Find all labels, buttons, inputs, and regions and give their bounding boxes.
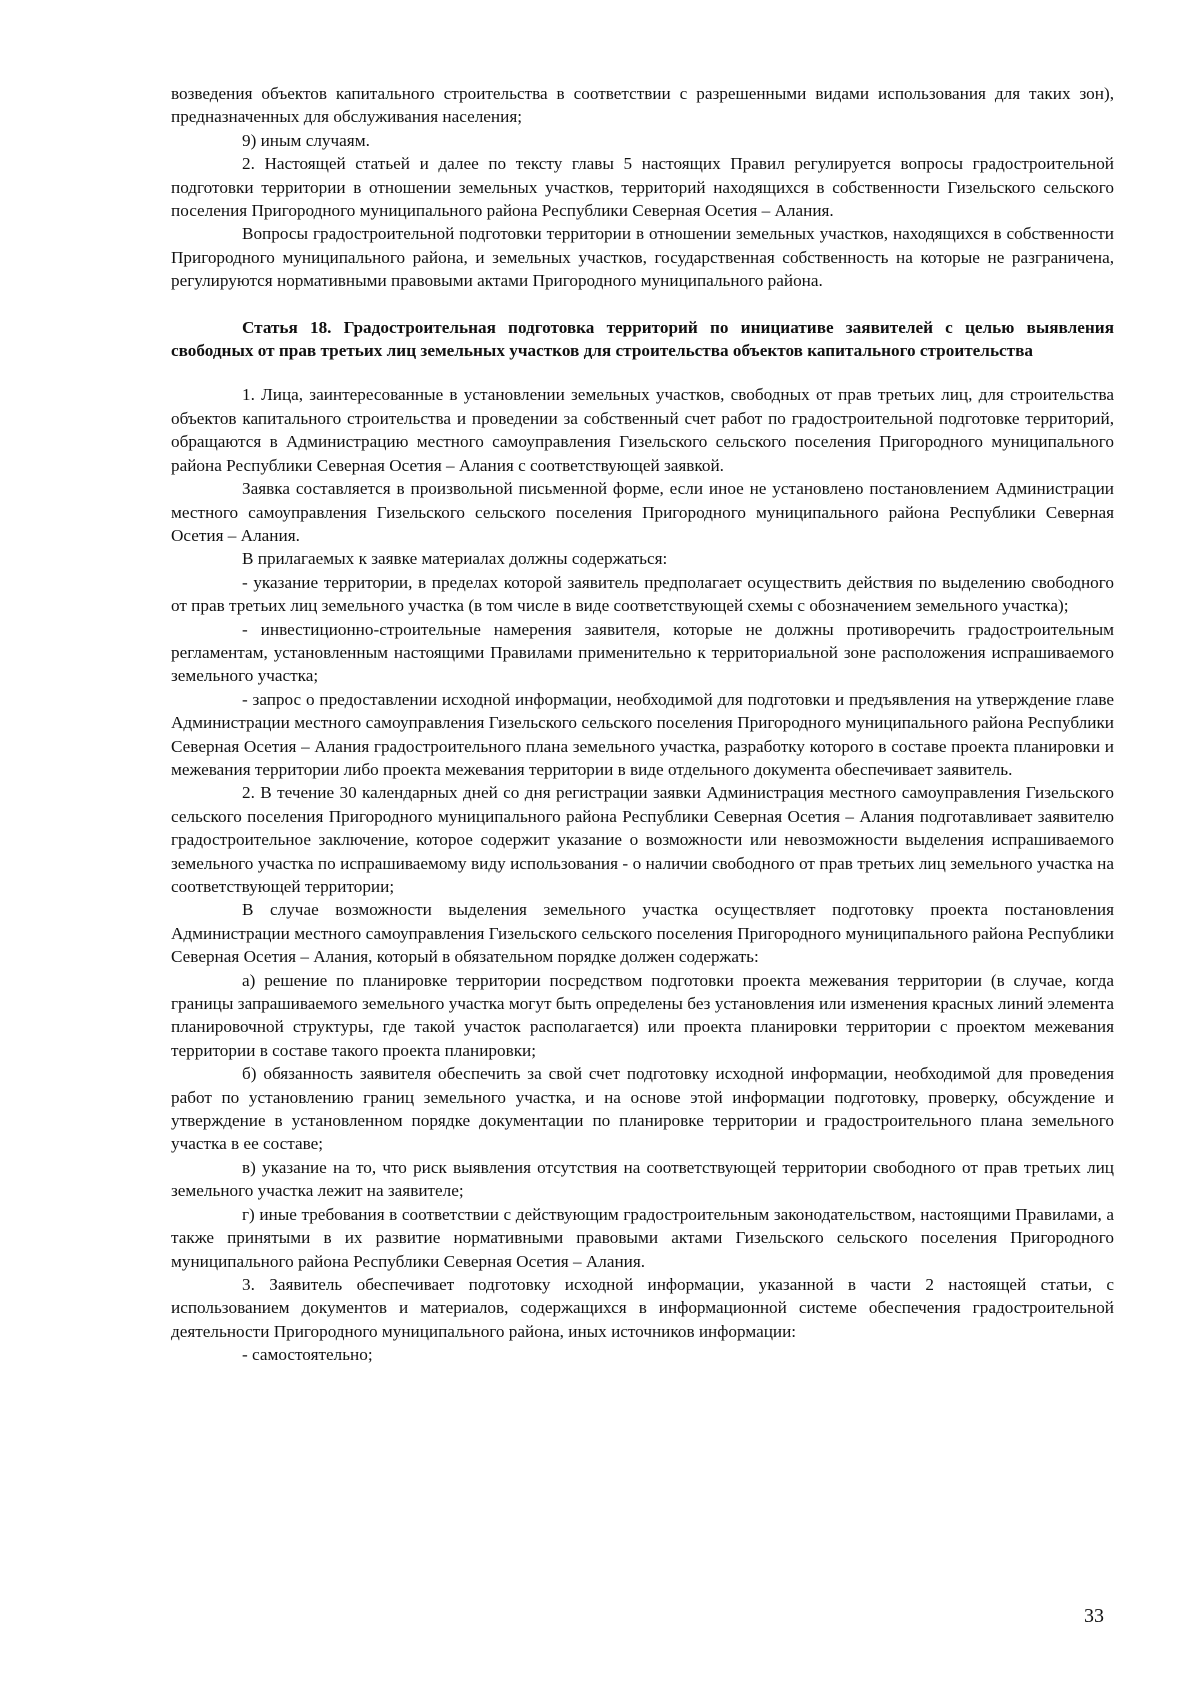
- paragraph-part-2: 2. Настоящей статьей и далее по тексту главы 5 настоящих Правил регулируется вопросы градостроительной подготовки территории в отношении земельных участков, территорий находящихся в собственности Гизельского сельского поселения Пригородного муниципального района Республики Северная Осетия – Алания.: [171, 154, 1114, 221]
- paragraph: В случае возможности выделения земельного участка осуществляет подготовку проекта постановления Администрации местного самоуправления Гизельского сельского поселения Пригородного муниципального района Республики Северная Осетия – Алания, который в обязательном порядке должен содержать:: [171, 900, 1114, 967]
- paragraph-part-2: 2. В течение 30 календарных дней со дня регистрации заявки Администрация местного самоуправления Гизельского сельского поселения Пригородного муниципального района Республики Северная Осетия – Алания подготавливает заявителю градостроительное заключение, которое содержит указание о возможности или невозможности выделения испрашиваемого земельного участка по испрашиваемому виду использования - о наличии свободного от прав третьих лиц земельного участка на соответствующей территории;: [171, 783, 1114, 896]
- list-item-a: а) решение по планировке территории посредством подготовки проекта межевания территории (в случае, когда границы запрашиваемого земельного участка могут быть определены без установления или изменения красных линий элемента планировочной структуры, где такой участок располагается) или проекта планировки территории с проектом межевания территории в составе такого проекта планировки;: [171, 970, 1114, 1060]
- list-item-v: в) указание на то, что риск выявления отсутствия на соответствующей территории свободного от прав третьих лиц земельного участка лежит на заявителе;: [171, 1157, 1114, 1201]
- paragraph-continuation: возведения объектов капитального строительства в соответствии с разрешенными видами использования для таких зон), предназначенных для обслуживания населения;: [171, 84, 1114, 127]
- list-item-dash: - инвестиционно-строительные намерения заявителя, которые не должны противоречить градостроительным регламентам, установленным настоящими Правилами применительно к территориальной зоне расположения испрашиваемого земельного участка;: [171, 619, 1114, 686]
- page-number: 33: [1084, 1605, 1104, 1627]
- list-item-9: 9) иным случаям.: [242, 130, 370, 150]
- list-item-g: г) иные требования в соответствии с действующим градостроительным законодательством, настоящими Правилами, а также принятыми в их развитие нормативными правовыми актами Гизельского сельского поселения Пригородного муниципального района Республики Северная Осетия – Алания.: [171, 1204, 1114, 1271]
- list-item-dash: - указание территории, в пределах которой заявитель предполагает осуществить действия по выделению свободного от прав третьих лиц земельного участка (в том числе в виде соответствующей схемы с обозначением земельного участка);: [171, 572, 1114, 616]
- paragraph: Вопросы градостроительной подготовки территории в отношении земельных участков, находящихся в собственности Пригородного муниципального района, и земельных участков, государственная собственность на которые не разграничена, регулируются нормативными правовыми актами Пригородного муниципального района.: [171, 224, 1114, 291]
- document-body: [171, 82, 1114, 1367]
- paragraph: В прилагаемых к заявке материалах должны содержаться:: [242, 549, 668, 569]
- paragraph-part-3: 3. Заявитель обеспечивает подготовку исходной информации, указанной в части 2 настоящей статьи, с использованием документов и материалов, содержащихся в информационной системе обеспечения градостроительной деятельности Пригородного муниципального района, иных источников информации:: [171, 1274, 1114, 1341]
- list-item-dash: - самостоятельно;: [242, 1345, 373, 1365]
- paragraph-part-1: 1. Лица, заинтересованные в установлении земельных участков, свободных от прав третьих лиц, для строительства объектов капитального строительства и проведении за собственный счет работ по градостроительной подготовке территорий, обращаются в Администрацию местного самоуправления Гизельского сельского поселения Пригородного муниципального района Республики Северная Осетия – Алания с соответствующей заявкой.: [171, 385, 1114, 475]
- list-item-dash: - запрос о предоставлении исходной информации, необходимой для подготовки и предъявления на утверждение главе Администрации местного самоуправления Гизельского сельского поселения Пригородного муниципального района Республики Северная Осетия – Алания градостроительного плана земельного участка, разработку которого в составе проекта планировки и межевания территории либо проекта межевания территории в виде отдельного документа обеспечивает заявитель.: [171, 689, 1114, 779]
- list-item-b: б) обязанность заявителя обеспечить за свой счет подготовку исходной информации, необходимой для проведения работ по установлению границ земельного участка, и на основе этой информации подготовку, проверку, обсуждение и утверждение в установленном порядке документации по планировке территории и градостроительного плана земельного участка в ее составе;: [171, 1064, 1114, 1154]
- paragraph: Заявка составляется в произвольной письменной форме, если иное не установлено постановлением Администрации местного самоуправления Гизельского сельского поселения Пригородного муниципального района Республики Северная Осетия – Алания.: [171, 479, 1114, 545]
- article-heading: Статья 18. Градостроительная подготовка территорий по инициативе заявителей с целью выявления свободных от прав третьих лиц земельных участков для строительства объектов капитального строительства: [171, 317, 1114, 361]
